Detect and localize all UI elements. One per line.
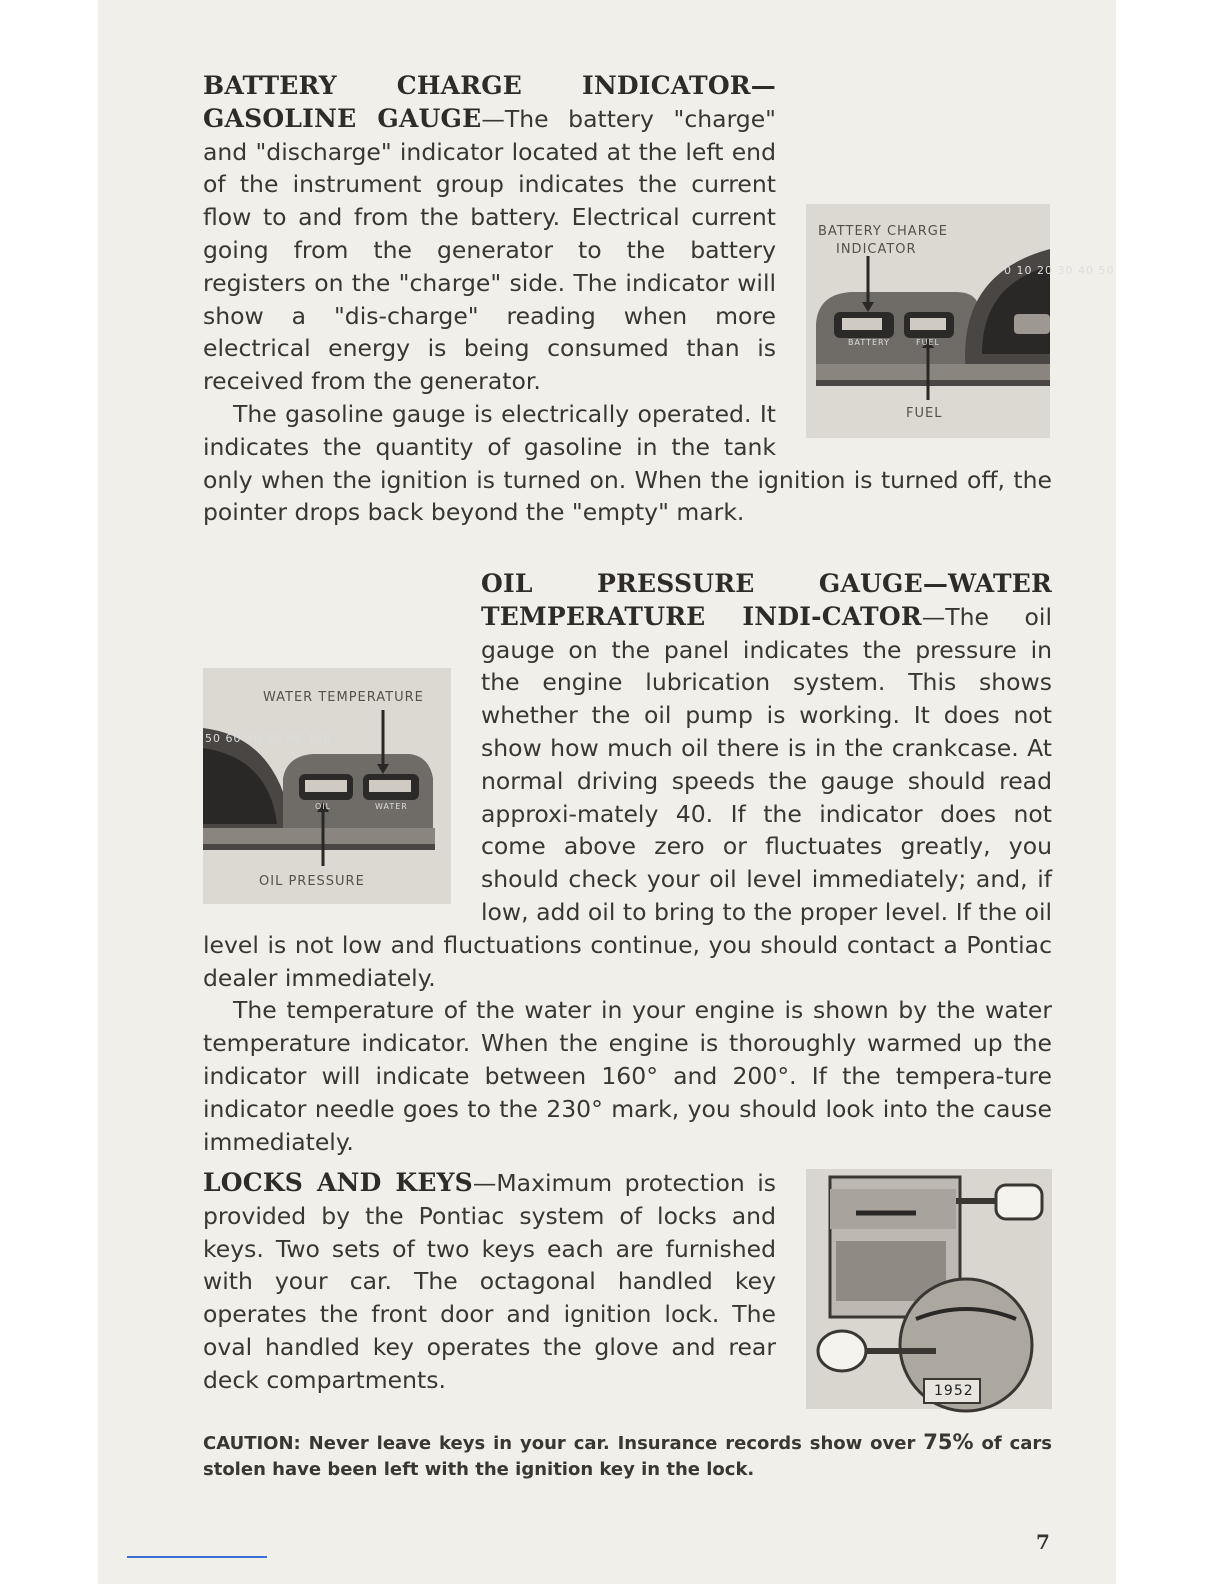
battery-body-1: —The battery "charge" and "discharge" indicator located at the left end of the instrument group indicates the current flow to and from the battery. Electrical current going from the generator to the battery registers on the "charge" side. The indicator will show a "dis-charge" reading when more electrical energy is being consumed than is received from the generator. [203, 104, 776, 396]
battery-section [203, 70, 1115, 529]
locks-figure-plate-year: 1952 [934, 1383, 974, 1399]
oil-figure-dial-numbers: 50 60 70 80 90 100 [205, 732, 332, 745]
battery-heading: BATTERY CHARGE INDICATOR—GASOLINE GAUGE [203, 71, 776, 133]
caution-text-a: Never leave keys in your car. Insurance records show over [308, 1433, 916, 1454]
oil-figure-gauge-right: WATER [375, 802, 408, 811]
battery-figure-label-top: BATTERY CHARGE [818, 224, 949, 239]
caution-percent: 75% [923, 1430, 974, 1454]
oil-figure-gauge-left: OIL [315, 802, 332, 811]
caution-lead: CAUTION: [203, 1433, 301, 1454]
locks-heading: LOCKS AND KEYS [203, 1168, 473, 1197]
locks-body-1: —Maximum protection is provided by the Pontiac system of locks and keys. Two sets of two keys each are furnished with your car. The octagonal handled key operates the front door and ignition lock. The oval handled key operates the glove and rear deck compartments. [203, 1169, 776, 1394]
caution-text-b: of cars stolen have been left with the ignition key in the lock. [203, 1433, 1052, 1480]
locks-keys-figure [806, 1169, 1052, 1409]
page-number: 7 [1036, 1530, 1050, 1554]
bottom-blue-line [127, 1556, 267, 1558]
battery-figure-gauge-right: FUEL [916, 338, 940, 347]
oil-water-gauge-illustration [203, 668, 451, 904]
caution-note [203, 1429, 1052, 1483]
locks-section [203, 1167, 1052, 1409]
battery-figure-label-bottom: FUEL [906, 406, 943, 421]
oil-paragraph-2: The temperature of the water in your engine is shown by the water temperature indicator. When the engine is thoroughly warmed up the indicator will indicate between 160° and 200°. If the tempera-ture indicator needle goes to the 230° mark, you should look into the cause immediately. [203, 996, 1052, 1156]
oil-water-gauge-figure [203, 668, 451, 904]
oil-figure-label-bottom: OIL PRESSURE [259, 874, 365, 889]
battery-figure-label-top-2: INDICATOR [836, 242, 917, 257]
battery-gauge-figure [806, 204, 1115, 438]
battery-gauge-illustration [806, 204, 1050, 438]
battery-paragraph-2: The gasoline gauge is electrically operated. It indicates the quantity of gasoline in the tank only when the ignition is turned on. When the ignition is turned off, the pointer drops back beyond the "empty" mark. [203, 399, 1052, 527]
oil-figure-label-top: WATER TEMPERATURE [263, 690, 424, 705]
oil-body-1: —The oil gauge on the panel indicates the pressure in the engine lubrication system. This shows whether the oil pump is working. It does not show how much oil there is in the crankcase. At normal driving speeds the gauge should read approxi-mately 40. If the indicator does not come above zero or fluctuates greatly, you should check your oil level immediately; and, if low, add oil to bring to the proper level. If the oil level is not low and fluctuations continue, you should contact a Pontiac dealer immediately. [203, 602, 1052, 992]
oil-heading: OIL PRESSURE GAUGE—WATER TEMPERATURE INDI-CATOR [481, 569, 1052, 631]
battery-figure-gauge-left: BATTERY [848, 338, 890, 347]
locks-keys-illustration [806, 1169, 1052, 1409]
battery-figure-dial-numbers: 0 10 20 30 40 50 [1004, 264, 1115, 277]
oil-section [203, 568, 1052, 1158]
